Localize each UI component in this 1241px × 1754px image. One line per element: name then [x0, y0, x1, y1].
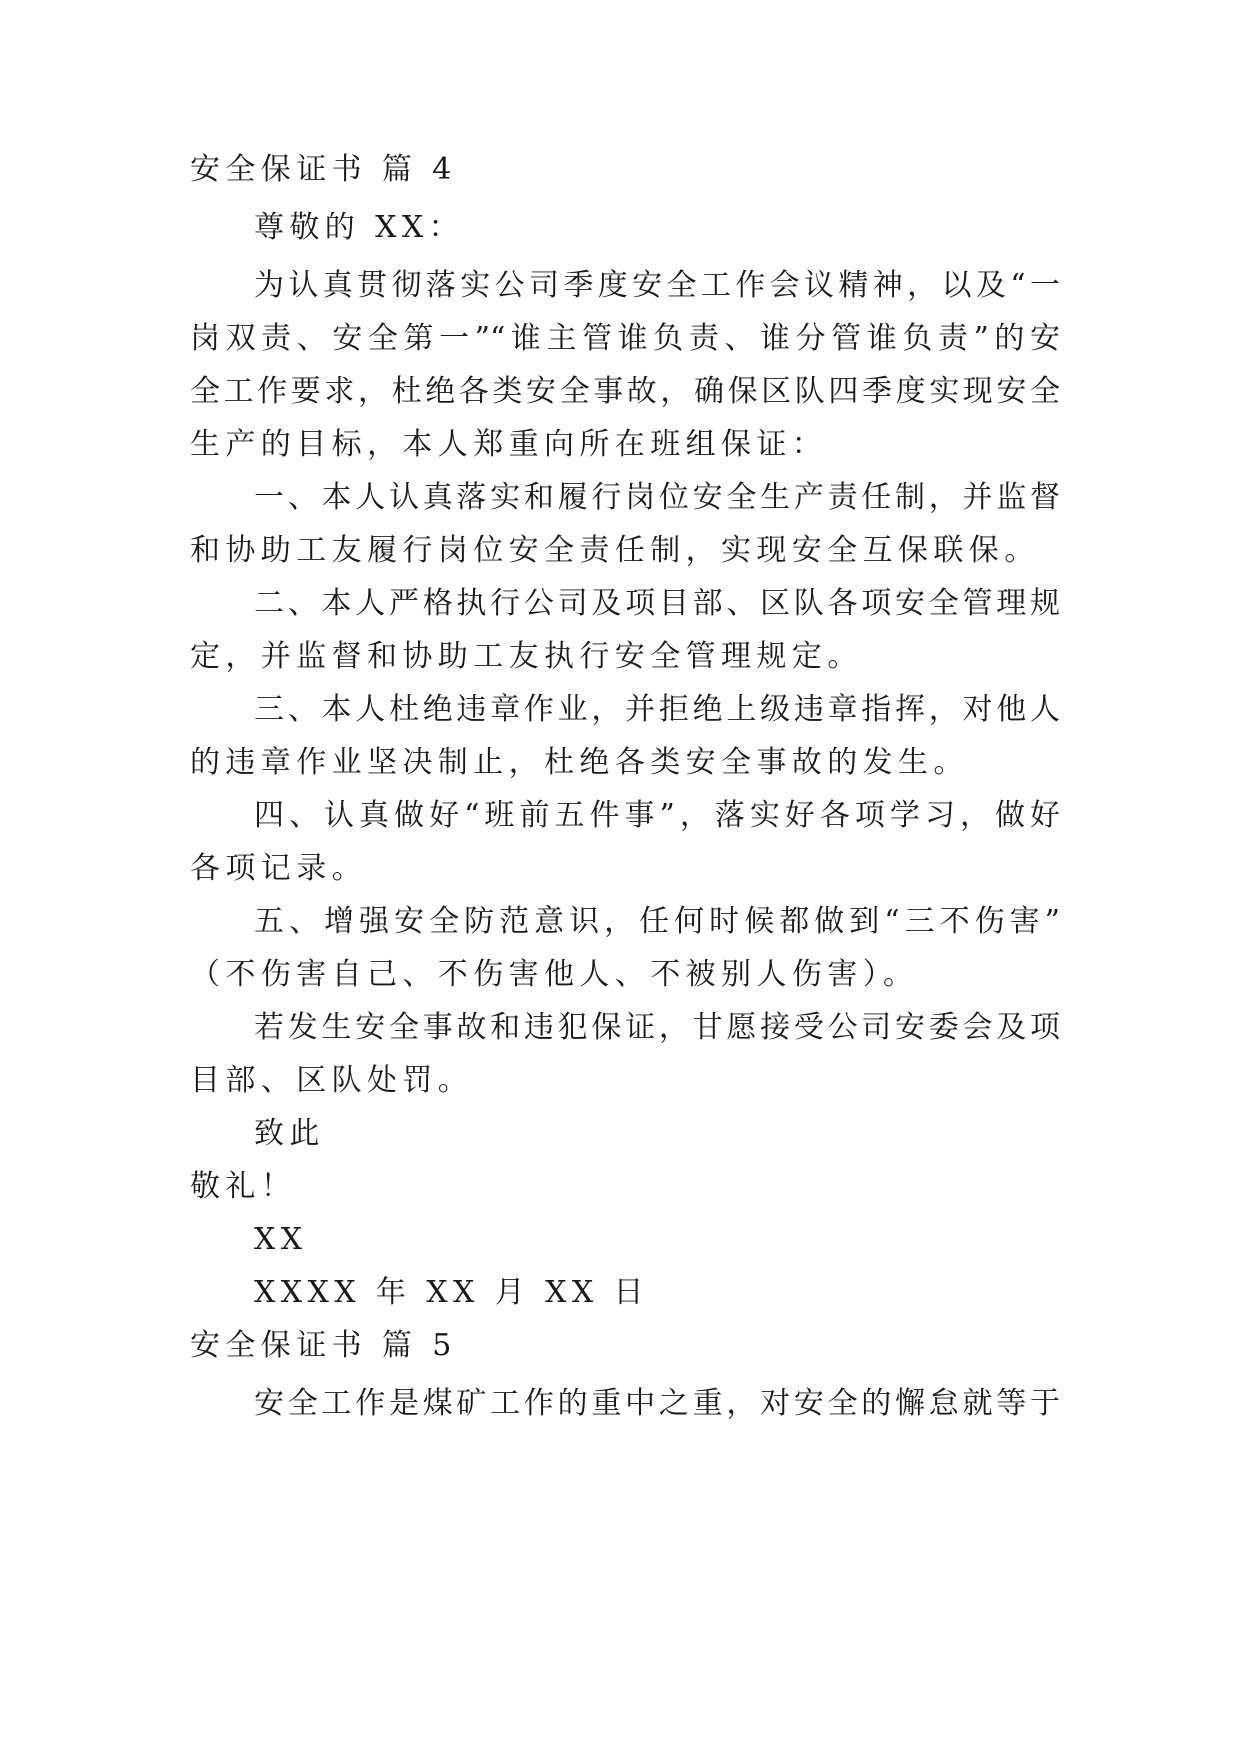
salutation: 尊敬的 XX： — [254, 210, 465, 245]
section-title: 安全保证书 篇 5 — [190, 1328, 457, 1363]
signature: XX — [254, 1222, 308, 1257]
paragraph-line: 五、增强安全防范意识，任何时候都做到“三不伤害” — [254, 904, 1060, 939]
paragraph-line: 各项记录。 — [190, 851, 367, 886]
paragraph-line: 全工作要求，杜绝各类安全事故，确保区队四季度实现安全 — [190, 374, 1060, 409]
paragraph-line: 二、本人严格执行公司及项目部、区队各项安全管理规 — [254, 586, 1060, 621]
paragraph-line: 和协助工友履行岗位安全责任制，实现安全互保联保。 — [190, 533, 1040, 568]
paragraph-line: 为认真贯彻落实公司季度安全工作会议精神，以及“一 — [254, 268, 1060, 303]
section-title: 安全保证书 篇 4 — [190, 152, 457, 187]
paragraph-line: 的违章作业坚决制止，杜绝各类安全事故的发生。 — [190, 745, 969, 780]
paragraph-line: 目部、区队处罚。 — [190, 1063, 474, 1098]
paragraph-line: 定，并监督和协助工友执行安全管理规定。 — [190, 639, 863, 674]
regards: 敬礼！ — [190, 1169, 297, 1204]
paragraph-line: 三、本人杜绝违章作业，并拒绝上级违章指挥，对他人 — [254, 692, 1060, 727]
paragraph-line: 岗双责、安全第一”“谁主管谁负责、谁分管谁负责”的安 — [190, 321, 1060, 356]
paragraph-line: 安全工作是煤矿工作的重中之重，对安全的懈怠就等于 — [254, 1386, 1060, 1421]
paragraph-line: 四、认真做好“班前五件事”，落实好各项学习，做好 — [254, 798, 1060, 833]
paragraph-line: 若发生安全事故和违犯保证，甘愿接受公司安委会及项 — [254, 1010, 1060, 1045]
paragraph-line: （不伤害自己、不伤害他人、不被别人伤害）。 — [190, 957, 919, 992]
paragraph-line: 生产的目标，本人郑重向所在班组保证： — [190, 427, 828, 462]
closing: 致此 — [254, 1116, 325, 1151]
date: XXXX 年 XX 月 XX 日 — [254, 1275, 649, 1310]
paragraph-line: 一、本人认真落实和履行岗位安全生产责任制，并监督 — [254, 480, 1060, 515]
